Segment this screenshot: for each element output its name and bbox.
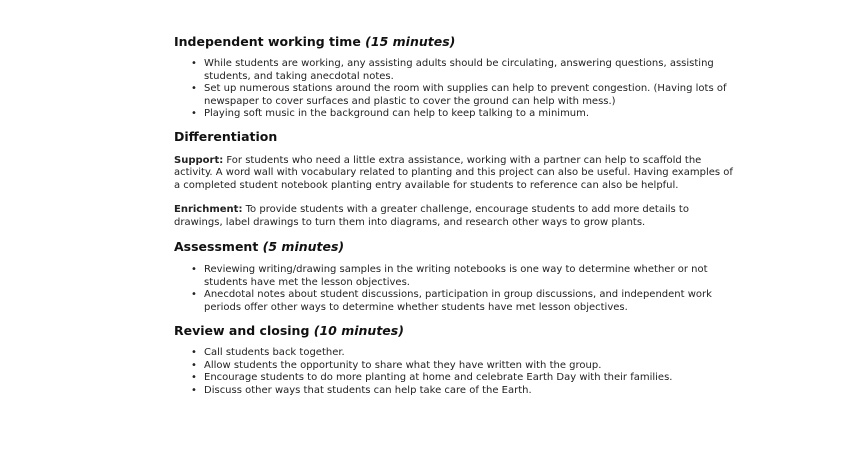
bullet-icon: • xyxy=(191,347,197,358)
list-item xyxy=(174,83,734,108)
list-item xyxy=(174,360,734,373)
list-item xyxy=(174,385,734,398)
support-paragraph xyxy=(174,155,734,193)
heading-independent-working-time xyxy=(174,34,734,50)
list-item xyxy=(174,108,734,121)
lesson-document xyxy=(174,34,734,397)
heading-title: Assessment xyxy=(174,239,259,254)
list-item xyxy=(174,289,734,314)
list-item-text: Set up numerous stations around the room with supplies can help to prevent congestion. (Having lots of newspaper to cover surfaces and plastic to cover the ground can help with mess.) xyxy=(204,83,727,107)
heading-time: (15 minutes) xyxy=(365,34,456,49)
bullet-icon: • xyxy=(191,83,197,94)
list-item-text: While students are working, any assisting adults should be circulating, answering questions, assisting students, and taking anecdotal notes. xyxy=(204,58,714,82)
heading-review-and-closing xyxy=(174,323,734,339)
assessment-list xyxy=(174,264,734,314)
heading-title: Review and closing xyxy=(174,323,310,338)
section-assessment xyxy=(174,239,734,314)
bullet-icon: • xyxy=(191,372,197,383)
enrichment-text: To provide students with a greater challenge, encourage students to add more details to drawings, label drawings to turn them into diagrams, and research other ways to grow plants. xyxy=(174,204,689,228)
enrichment-paragraph xyxy=(174,204,734,229)
section-independent-working-time xyxy=(174,34,734,121)
list-item-text: Anecdotal notes about student discussions, participation in group discussions, and independent work periods offer other ways to determine whether students have met lesson objectives. xyxy=(204,289,712,313)
list-item-text: Discuss other ways that students can help take care of the Earth. xyxy=(204,384,532,396)
bullet-icon: • xyxy=(191,108,197,119)
list-item-text: Allow students the opportunity to share what they have written with the group. xyxy=(204,359,602,371)
support-label: Support: xyxy=(174,154,224,166)
list-item-text: Encourage students to do more planting at home and celebrate Earth Day with their families. xyxy=(204,372,673,383)
list-item xyxy=(174,264,734,289)
section-differentiation xyxy=(174,129,734,230)
bullet-icon: • xyxy=(191,384,197,396)
heading-differentiation: Differentiation xyxy=(174,128,278,144)
list-item xyxy=(174,372,734,385)
list-item xyxy=(174,347,734,360)
heading-title: Independent working time xyxy=(174,34,361,49)
support-text: For students who need a little extra assistance, working with a partner can help to scaffold the activity. A word wall with vocabulary related to planting and this project can also be useful. Having examples of a completed student notebook planting entry available for students to reference can also be helpful. xyxy=(174,154,733,191)
bullet-icon: • xyxy=(191,359,197,371)
list-item xyxy=(174,58,734,83)
section-review-and-closing xyxy=(174,323,734,397)
bullet-icon: • xyxy=(191,58,197,69)
bullet-icon: • xyxy=(191,289,197,300)
list-item-text: Playing soft music in the background can help to keep talking to a minimum. xyxy=(204,108,590,119)
heading-assessment xyxy=(174,239,734,255)
list-item-text: Reviewing writing/drawing samples in the writing notebooks is one way to determine whether or not students have met the lesson objectives. xyxy=(204,264,708,288)
independent-list xyxy=(174,58,734,121)
bullet-icon: • xyxy=(191,264,197,275)
list-item-text: Call students back together. xyxy=(204,347,345,358)
heading-time: (5 minutes) xyxy=(262,239,345,254)
enrichment-label: Enrichment: xyxy=(174,204,243,215)
review-list xyxy=(174,347,734,397)
heading-time: (10 minutes) xyxy=(313,323,404,338)
